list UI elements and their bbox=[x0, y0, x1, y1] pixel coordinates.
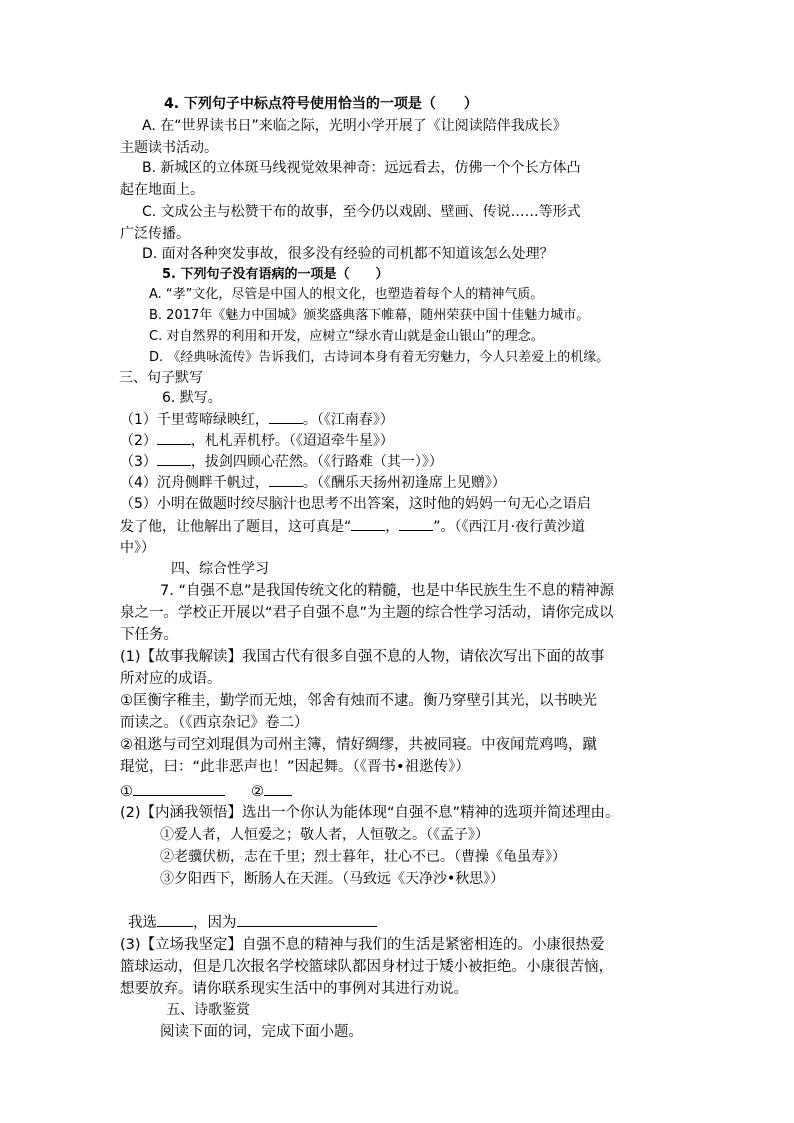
q7-story-1: ①匡衡字稚圭，勤学而无烛，邻舍有烛而不逮。衡乃穿壁引其光，以书映光 bbox=[120, 693, 597, 709]
q7-answer-1-blank[interactable] bbox=[133, 781, 225, 796]
q6-blank-4[interactable] bbox=[269, 472, 303, 487]
q6-line-4-text: （4）沉舟侧畔千帆过， bbox=[120, 475, 269, 491]
q7-task-1: (1)【故事我解读】我国古代有很多自强不息的人物，请依次写出下面的故事 bbox=[120, 649, 605, 665]
q6-line-3-text: ，拔剑四顾心茫然。（《行路难（其一）》） bbox=[190, 454, 443, 470]
q7-option-2: ②老骥伏枥，志在千里；烈士暮年，壮心不已。（曹操《龟虽寿》） bbox=[160, 849, 566, 865]
q7-choose-label: 我选 bbox=[128, 915, 157, 931]
q7-answer-2-label: ② bbox=[251, 784, 264, 800]
q7-reason-label: ，因为 bbox=[193, 915, 237, 931]
q6-blank-6[interactable] bbox=[399, 516, 433, 531]
q5-option-d: D. 《经典咏流传》告诉我们，古诗词本身有着无穷魅力，今人只差爱上的机缘。 bbox=[149, 350, 610, 365]
q6-line-6-text: 发了他，让他解出了题目，这可真是“ bbox=[120, 519, 352, 535]
q6-line-2 bbox=[120, 430, 394, 451]
q7-story-1-cont: 而读之。（《西京杂记》卷二） bbox=[120, 715, 309, 731]
q5-option-b: B. 2017年《魅力中国城》颁奖盛典落下帷幕，随州荣获中国十佳魅力城市。 bbox=[149, 308, 590, 323]
q6-line-3-num: （3） bbox=[120, 454, 157, 470]
q7-intro-1: 7. “自强不息”是我国传统文化的精髓，也是中华民族生生不息的精神源 bbox=[160, 583, 614, 599]
q7-choose-line bbox=[128, 912, 377, 933]
q7-answer-2-blank[interactable] bbox=[264, 781, 292, 796]
section-3-heading: 三、句子默写 bbox=[119, 370, 203, 386]
q4-option-c: C. 文成公主与松赞干布的故事，至今仍以戏剧、壁画、传说……等形式 bbox=[142, 204, 581, 220]
q5-title: 5. 下列句子没有语病的一项是（ ） bbox=[162, 267, 389, 282]
q5-option-a: A. “孝”文化，尽管是中国人的根文化，也塑造着每个人的精神气质。 bbox=[149, 287, 544, 302]
q6-line-2-text: ，札札弄机杼。（《迢迢牵牛星》） bbox=[190, 433, 394, 449]
q4-option-d: D. 面对各种突发事故，很多没有经验的司机都不知道该怎么处理？ bbox=[142, 246, 554, 262]
q7-intro-2: 泉之一。学校正开展以“君子自强不息”为主题的综合性学习活动，请你完成以 bbox=[120, 605, 614, 621]
q6-blank-3[interactable] bbox=[157, 451, 191, 466]
q6-line-1-source: 。（《江南春》） bbox=[302, 412, 394, 428]
q6-line-4-source: 。（《酬乐天扬州初逢席上见赠》） bbox=[302, 475, 506, 491]
q6-line-1-text: （1）千里莺啼绿映红， bbox=[120, 412, 269, 428]
q6-line-5: （5）小明在做题时绞尽脑汁也思考不出答案，这时他的妈妈一句无心之语启 bbox=[120, 496, 591, 512]
q7-option-3: ③夕阳西下，断肠人在天涯。（马致远《天净沙•秋思》） bbox=[160, 871, 505, 887]
q6-line-2-num: （2） bbox=[120, 433, 157, 449]
q7-reason-blank[interactable] bbox=[237, 912, 377, 927]
q6-blank-5[interactable] bbox=[351, 516, 385, 531]
q7-answer-line bbox=[120, 781, 292, 802]
q6-line-6-source: ”。（《西江月·夜行黄沙道 bbox=[433, 519, 585, 535]
q4-option-b: B. 新城区的立体斑马线视觉效果神奇：远远看去，仿佛一个个长方体凸 bbox=[142, 160, 581, 176]
q7-choose-blank[interactable] bbox=[157, 912, 193, 927]
q7-story-2: ②祖逖与司空刘琨俱为司州主簿，情好绸缪，共被同寝。中夜闻荒鸡鸣，蹴 bbox=[120, 737, 597, 753]
q6-line-4 bbox=[120, 472, 506, 493]
q6-title: 6. 默写。 bbox=[162, 390, 222, 406]
q6-line-7: 中》） bbox=[120, 540, 155, 556]
q7-story-2-cont: 琨觉，曰：“此非恶声也！”因起舞。（《晋书•祖逖传》） bbox=[120, 759, 470, 775]
q4-title: 4. 下列句子中标点符号使用恰当的一项是（ ） bbox=[164, 96, 478, 112]
q4-option-a-cont: 主题读书活动。 bbox=[120, 140, 218, 156]
q7-task-3-cont-2: 想要放弃。请你联系现实生活中的事例对其进行劝说。 bbox=[120, 981, 468, 997]
q4-option-b-cont: 起在地面上。 bbox=[120, 182, 204, 198]
reading-instruction: 阅读下面的词，完成下面小题。 bbox=[160, 1024, 363, 1040]
q6-line-1 bbox=[120, 409, 394, 430]
q4-option-a: A. 在“世界读书日”来临之际，光明小学开展了《让阅读陪伴我成长》 bbox=[142, 118, 567, 134]
q7-intro-3: 下任务。 bbox=[120, 627, 178, 643]
q7-option-1: ①爱人者，人恒爱之；敬人者，人恒敬之。（《孟子》） bbox=[160, 827, 489, 843]
q6-blank-1[interactable] bbox=[269, 409, 303, 424]
q6-line-6 bbox=[120, 516, 585, 537]
q7-task-3-cont-1: 篮球运动，但是几次报名学校篮球队都因身材过于矮小被拒绝。小康很苦恼， bbox=[120, 959, 613, 975]
q6-line-6-comma: ， bbox=[385, 519, 400, 535]
q5-option-c: C. 对自然界的利用和开发，应树立“绿水青山就是金山银山”的理念。 bbox=[149, 329, 544, 344]
section-5-heading: 五、诗歌鉴赏 bbox=[166, 1002, 250, 1018]
q7-task-2: (2)【内涵我领悟】选出一个你认为能体现“自强不息”精神的选项并简述理由。 bbox=[120, 805, 620, 821]
q7-task-1-cont: 所对应的成语。 bbox=[120, 671, 222, 687]
q4-option-c-cont: 广泛传播。 bbox=[120, 226, 190, 242]
section-4-heading: 四、综合性学习 bbox=[171, 561, 269, 577]
q7-task-3: (3)【立场我坚定】自强不息的精神与我们的生活是紧密相连的。小康很热爱 bbox=[120, 937, 605, 953]
q6-blank-2[interactable] bbox=[157, 430, 191, 445]
q7-answer-1-label: ① bbox=[120, 784, 133, 800]
q6-line-3 bbox=[120, 451, 443, 472]
